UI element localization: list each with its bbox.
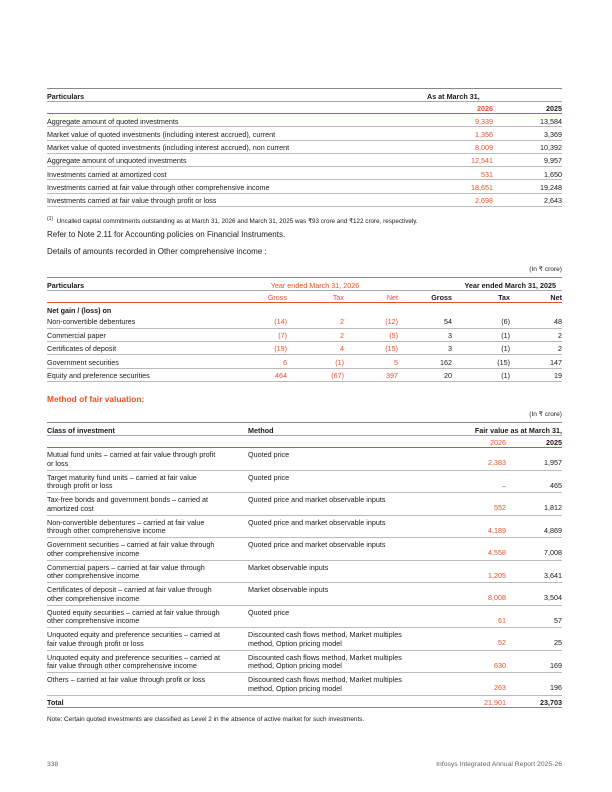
refer-text: Refer to Note 2.11 for Accounting policies on Financial Instruments.	[47, 230, 286, 240]
method-line: Market observable inputs	[248, 585, 329, 595]
table-row	[47, 673, 562, 696]
value-2026: 263	[458, 673, 506, 696]
value-2026: 9,339	[403, 114, 493, 127]
row-label: Investments carried at fair value through profit or loss	[47, 193, 403, 206]
investment-class	[47, 673, 248, 696]
unit-label: (In ₹ crore)	[529, 411, 562, 419]
value-tax-2025: (6)	[452, 315, 510, 328]
value-tax-2026: (67)	[287, 368, 344, 381]
table-row	[47, 470, 562, 493]
table-row	[47, 355, 562, 368]
value-2026: 18,651	[403, 180, 493, 193]
table-row	[47, 515, 562, 538]
table-row	[47, 328, 562, 341]
value-net-2025: 2	[510, 341, 562, 354]
value-2026: 552	[458, 493, 506, 516]
value-2025: 9,957	[493, 153, 562, 166]
table-row	[47, 193, 562, 206]
investment-class	[47, 650, 248, 673]
value-2026: –	[458, 470, 506, 493]
col-net-2026: Net	[344, 291, 398, 303]
value-2026: 1,356	[403, 127, 493, 140]
value-tax-2025: (1)	[452, 341, 510, 354]
value-tax-2026: 4	[287, 341, 344, 354]
method-line: Quoted price and market observable inputs	[248, 540, 386, 550]
page-number: 338	[47, 761, 59, 768]
value-gross-2025: 3	[398, 328, 452, 341]
col-year-2026: 2026	[403, 102, 493, 114]
investment-class	[47, 493, 248, 516]
method-line: method, Option pricing model	[248, 661, 342, 671]
value-2025: 465	[506, 470, 562, 493]
valuation-method	[248, 628, 458, 651]
unit-label: (In ₹ crore)	[529, 266, 562, 274]
value-net-2025: 48	[510, 315, 562, 328]
table-row	[47, 560, 562, 583]
value-2026: 1,205	[458, 560, 506, 583]
table-row	[47, 167, 562, 180]
table-row	[47, 127, 562, 140]
col-net-2025: Net	[510, 291, 562, 303]
section-label: Net gain / (loss) on	[47, 305, 112, 315]
method-line: Discounted cash flows method, Market multiples	[248, 630, 402, 640]
value-2026: 2,698	[403, 193, 493, 206]
table-row	[47, 628, 562, 651]
row-label: Non-convertible debentures	[47, 315, 232, 328]
class-line: Mutual fund units – carried at fair value through profit	[47, 450, 216, 460]
class-line: Others – carried at fair value through profit or loss	[47, 675, 206, 685]
footnote: $^{(1)}$ Uncalled capital commitments outstanding as at March 31, 2026 and March 31, 2025 was ₹93 crore and ₹122 crore, respectively.	[47, 216, 418, 226]
total-2026: 21,901	[458, 695, 506, 707]
col-tax-2025: Tax	[452, 291, 510, 303]
method-line: method, Option pricing model	[248, 638, 342, 648]
col-year-2025: 2025	[493, 102, 562, 114]
table-row	[47, 153, 562, 166]
table-row	[47, 650, 562, 673]
value-tax-2026: 2	[287, 315, 344, 328]
value-2025: 169	[506, 650, 562, 673]
class-line: Unquoted equity and preference securities – carried at	[47, 630, 221, 640]
col-group-2026: Year ended March 31, 2026	[232, 278, 398, 291]
table-row	[47, 605, 562, 628]
class-line: Non-convertible debentures – carried at fair value	[47, 517, 205, 527]
value-2026: 4,558	[458, 538, 506, 561]
method-line: Quoted price	[248, 472, 290, 482]
value-2025: 4,869	[506, 515, 562, 538]
class-line: fair value through profit or loss	[47, 638, 144, 648]
valuation-method	[248, 605, 458, 628]
value-2026: 531	[403, 167, 493, 180]
value-net-2026: 397	[344, 368, 398, 381]
method-line: Quoted price	[248, 607, 290, 617]
row-label: Certificates of deposit	[47, 341, 232, 354]
class-line: Commercial papers – carried at fair value through	[47, 562, 205, 572]
table-row	[47, 114, 562, 127]
row-label: Government securities	[47, 355, 232, 368]
class-line: Target maturity fund units – carried at fair value	[47, 472, 197, 482]
value-tax-2025: (15)	[452, 355, 510, 368]
table-row	[47, 538, 562, 561]
value-2025: 57	[506, 605, 562, 628]
total-label: Total	[47, 695, 248, 707]
class-line: through profit or loss	[47, 481, 113, 491]
class-line: or loss	[47, 458, 69, 468]
class-line: Government securities – carried at fair value through	[47, 540, 215, 550]
value-tax-2026: (1)	[287, 355, 344, 368]
col-group-2025: Year ended March 31, 2025	[398, 278, 562, 291]
table-row	[47, 448, 562, 471]
value-net-2025: 19	[510, 368, 562, 381]
fair-valuation-table	[47, 422, 562, 708]
value-2026: 630	[458, 650, 506, 673]
class-line: amortized cost	[47, 503, 94, 513]
value-gross-2025: 20	[398, 368, 452, 381]
value-2025: 1,812	[506, 493, 562, 516]
value-2026: 52	[458, 628, 506, 651]
col-as-at: As at March 31,	[403, 89, 562, 102]
investments-summary-table	[47, 88, 562, 207]
total-2025: 23,703	[506, 695, 562, 707]
value-2026: 8,009	[403, 140, 493, 153]
investment-class	[47, 515, 248, 538]
col-tax-2026: Tax	[287, 291, 344, 303]
investment-class	[47, 470, 248, 493]
class-line: other comprehensive income	[47, 593, 140, 603]
table-row	[47, 140, 562, 153]
valuation-method	[248, 538, 458, 561]
row-label: Aggregate amount of unquoted investments	[47, 153, 403, 166]
table-row	[47, 180, 562, 193]
table-row	[47, 341, 562, 354]
class-line: fair value through other comprehensive income	[47, 661, 197, 671]
valuation-method	[248, 560, 458, 583]
value-gross-2026: (14)	[232, 315, 287, 328]
table-row	[47, 583, 562, 606]
value-2025: 1,650	[493, 167, 562, 180]
value-tax-2025: (1)	[452, 328, 510, 341]
value-tax-2026: 2	[287, 328, 344, 341]
value-2025: 3,369	[493, 127, 562, 140]
valuation-method	[248, 650, 458, 673]
col-gross-2025: Gross	[398, 291, 452, 303]
value-gross-2025: 54	[398, 315, 452, 328]
valuation-method	[248, 448, 458, 471]
value-gross-2026: 464	[232, 368, 287, 381]
report-title: Infosys Integrated Annual Report 2025-26	[436, 761, 562, 768]
method-heading: Method of fair valuation:	[47, 394, 145, 405]
note: Note: Certain quoted investments are classified as Level 2 in the absence of active market for such investments.	[47, 715, 365, 723]
col-year-2025: 2025	[506, 436, 562, 448]
value-net-2026: (12)	[344, 315, 398, 328]
class-line: other comprehensive income	[47, 616, 140, 626]
col-particulars: Particulars	[47, 89, 403, 102]
oci-table	[47, 277, 562, 382]
value-2025: 10,392	[493, 140, 562, 153]
value-2026: 8,008	[458, 583, 506, 606]
class-line: through other comprehensive income	[47, 526, 166, 536]
value-2025: 3,641	[506, 560, 562, 583]
col-fair-value: Fair value as at March 31,	[458, 423, 562, 436]
value-tax-2025: (1)	[452, 368, 510, 381]
col-year-2026: 2026	[458, 436, 506, 448]
value-2026: 4,189	[458, 515, 506, 538]
class-line: other comprehensive income	[47, 571, 140, 581]
investment-class	[47, 448, 248, 471]
table-row	[47, 493, 562, 516]
details-text: Details of amounts recorded in Other comprehensive income :	[47, 247, 267, 257]
value-2025: 25	[506, 628, 562, 651]
value-2026: 12,541	[403, 153, 493, 166]
row-label: Market value of quoted investments (including interest accrued), current	[47, 127, 403, 140]
value-2025: 7,008	[506, 538, 562, 561]
value-2026: 2,383	[458, 448, 506, 471]
col-class: Class of investment	[47, 423, 248, 436]
method-line: Quoted price and market observable inputs	[248, 517, 386, 527]
col-gross-2026: Gross	[232, 291, 287, 303]
valuation-method	[248, 493, 458, 516]
method-line: Quoted price and market observable inputs	[248, 495, 386, 505]
value-gross-2026: (19)	[232, 341, 287, 354]
investment-class	[47, 583, 248, 606]
page-footer	[47, 761, 562, 768]
class-line: Certificates of deposit – carried at fair value through	[47, 585, 212, 595]
investment-class	[47, 605, 248, 628]
valuation-method	[248, 515, 458, 538]
value-gross-2026: (7)	[232, 328, 287, 341]
table-row	[47, 315, 562, 328]
class-line: Unquoted equity and preference securities – carried at	[47, 652, 221, 662]
method-line: method, Option pricing model	[248, 683, 342, 693]
row-label: Aggregate amount of quoted investments	[47, 114, 403, 127]
method-line: Discounted cash flows method, Market multiples	[248, 675, 402, 685]
table-row	[47, 368, 562, 381]
row-label: Investments carried at amortized cost	[47, 167, 403, 180]
value-gross-2025: 3	[398, 341, 452, 354]
value-2025: 196	[506, 673, 562, 696]
valuation-method	[248, 470, 458, 493]
value-2025: 19,248	[493, 180, 562, 193]
value-gross-2025: 162	[398, 355, 452, 368]
investment-class	[47, 560, 248, 583]
method-line: Market observable inputs	[248, 562, 329, 572]
page-content	[47, 88, 562, 723]
valuation-method	[248, 673, 458, 696]
col-method: Method	[248, 423, 458, 436]
col-particulars: Particulars	[47, 278, 232, 291]
value-2025: 3,504	[506, 583, 562, 606]
valuation-method	[248, 583, 458, 606]
row-label: Equity and preference securities	[47, 368, 232, 381]
value-gross-2026: 6	[232, 355, 287, 368]
row-label: Investments carried at fair value through other comprehensive income	[47, 180, 403, 193]
row-label: Commercial paper	[47, 328, 232, 341]
value-net-2025: 147	[510, 355, 562, 368]
value-net-2026: 5	[344, 355, 398, 368]
row-label: Market value of quoted investments (including interest accrued), non current	[47, 140, 403, 153]
value-net-2026: (15)	[344, 341, 398, 354]
class-line: Quoted equity securities – carried at fair value through	[47, 607, 220, 617]
value-net-2026: (5)	[344, 328, 398, 341]
value-net-2025: 2	[510, 328, 562, 341]
method-line: Discounted cash flows method, Market multiples	[248, 652, 402, 662]
value-2025: 1,957	[506, 448, 562, 471]
class-line: Tax-free bonds and government bonds – carried at	[47, 495, 209, 505]
investment-class	[47, 628, 248, 651]
value-2025: 2,643	[493, 193, 562, 206]
value-2025: 13,584	[493, 114, 562, 127]
class-line: other comprehensive income	[47, 548, 140, 558]
method-line: Quoted price	[248, 450, 290, 460]
investment-class	[47, 538, 248, 561]
value-2026: 61	[458, 605, 506, 628]
